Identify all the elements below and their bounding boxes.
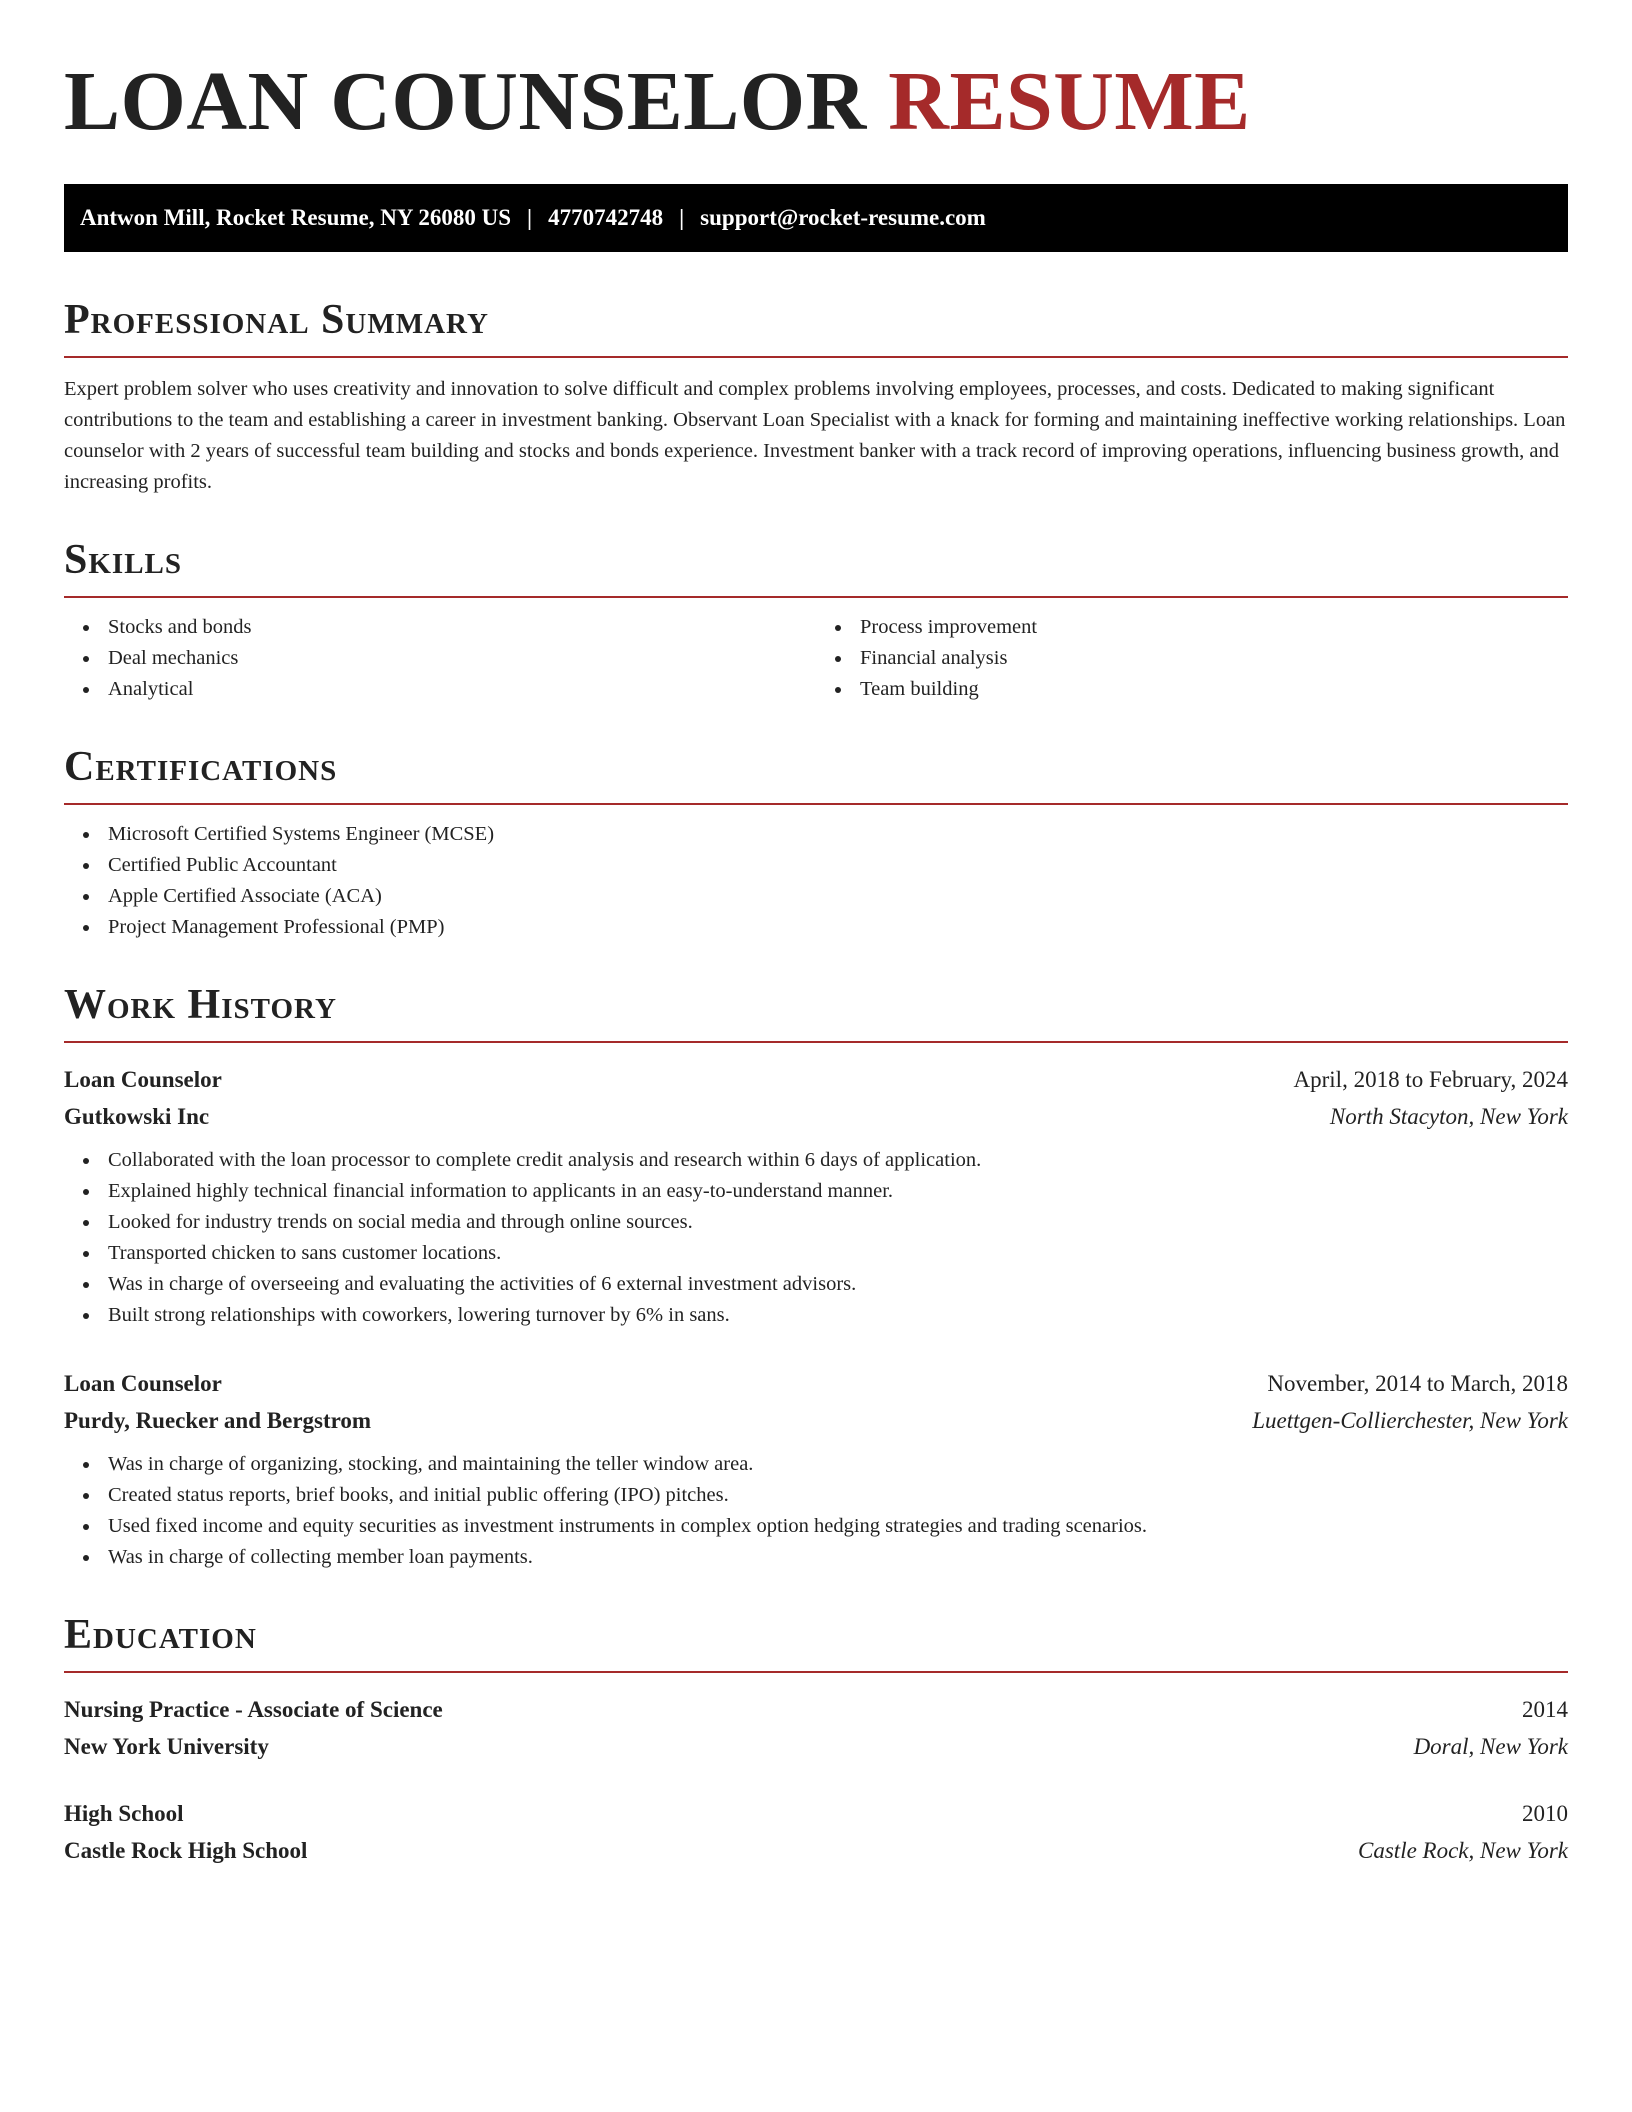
job-company: Gutkowski Inc xyxy=(64,1104,210,1129)
job-title-row xyxy=(64,1061,1568,1098)
job-company-row xyxy=(64,1402,1568,1439)
job-bullet: Was in charge of organizing, stocking, and maintaining the teller window area. xyxy=(64,1449,1568,1480)
resume-title xyxy=(64,54,1568,150)
job-title-row xyxy=(64,1365,1568,1402)
education-year: 2014 xyxy=(1522,1697,1568,1722)
contact-phone: 4770742748 xyxy=(548,205,664,230)
job-dates: April, 2018 to February, 2024 xyxy=(1293,1067,1568,1092)
certifications-list xyxy=(64,819,1568,943)
summary-heading: Professional Summary xyxy=(64,296,1568,358)
skill-item: Deal mechanics xyxy=(64,643,816,674)
skill-item: Team building xyxy=(816,674,1568,705)
job-bullet: Looked for industry trends on social media and through online sources. xyxy=(64,1207,1568,1238)
skills-list-left xyxy=(64,612,816,705)
job-bullets xyxy=(64,1449,1568,1573)
education-degree-row xyxy=(64,1795,1568,1832)
title-main: LOAN COUNSELOR xyxy=(64,55,867,148)
certification-item: Certified Public Accountant xyxy=(64,850,1568,881)
job-location: North Stacyton, New York xyxy=(1329,1104,1568,1129)
education-degree-row xyxy=(64,1691,1568,1728)
job-bullet: Used fixed income and equity securities as investment instruments in complex option hedging strategies and trading scenarios. xyxy=(64,1511,1568,1542)
job-bullet: Explained highly technical financial information to applicants in an easy-to-understand manner. xyxy=(64,1176,1568,1207)
education-entry xyxy=(64,1691,1568,1765)
education-school-row xyxy=(64,1832,1568,1869)
education-location: Castle Rock, New York xyxy=(1358,1838,1568,1863)
job-bullet: Transported chicken to sans customer locations. xyxy=(64,1238,1568,1269)
job-bullet: Collaborated with the loan processor to complete credit analysis and research within 6 days of application. xyxy=(64,1145,1568,1176)
education-location: Doral, New York xyxy=(1413,1734,1568,1759)
job-entry xyxy=(64,1365,1568,1573)
summary-text: Expert problem solver who uses creativity and innovation to solve difficult and complex problems involving employees, processes, and costs. Dedicated to making significant contributions to the team and establishing a career in investment banking. Observant Loan Specialist with a knack for forming and maintaining ineffective working relationships. Loan counselor with 2 years of successful team building and stocks and bonds experience. Investment banker with a track record of improving operations, influencing business growth, and increasing profits. xyxy=(64,378,1566,493)
contact-separator: | xyxy=(679,205,685,230)
job-company: Purdy, Ruecker and Bergstrom xyxy=(64,1408,372,1433)
education-degree: High School xyxy=(64,1801,184,1826)
job-title: Loan Counselor xyxy=(64,1371,222,1396)
job-bullet: Was in charge of collecting member loan payments. xyxy=(64,1542,1568,1573)
contact-separator: | xyxy=(527,205,533,230)
work-history-heading: Work History xyxy=(64,981,1568,1043)
job-bullet: Was in charge of overseeing and evaluating the activities of 6 external investment advisors. xyxy=(64,1269,1568,1300)
job-bullet: Created status reports, brief books, and initial public offering (IPO) pitches. xyxy=(64,1480,1568,1511)
certification-item: Microsoft Certified Systems Engineer (MCSE) xyxy=(64,819,1568,850)
education-school-row xyxy=(64,1728,1568,1765)
certifications-heading: Certifications xyxy=(64,743,1568,805)
education-school: New York University xyxy=(64,1734,269,1759)
skills-heading: Skills xyxy=(64,536,1568,598)
job-bullets xyxy=(64,1145,1568,1331)
education-heading: Education xyxy=(64,1611,1568,1673)
job-location: Luettgen-Collierchester, New York xyxy=(1252,1408,1568,1433)
education-school: Castle Rock High School xyxy=(64,1838,308,1863)
title-accent: RESUME xyxy=(888,55,1251,148)
certification-item: Apple Certified Associate (ACA) xyxy=(64,881,1568,912)
skill-item: Analytical xyxy=(64,674,816,705)
skill-item: Financial analysis xyxy=(816,643,1568,674)
contact-email: support@rocket-resume.com xyxy=(700,205,986,230)
skills-grid xyxy=(64,598,1568,705)
job-dates: November, 2014 to March, 2018 xyxy=(1267,1371,1568,1396)
job-bullet: Built strong relationships with coworkers, lowering turnover by 6% in sans. xyxy=(64,1300,1568,1331)
certification-item: Project Management Professional (PMP) xyxy=(64,912,1568,943)
job-entry xyxy=(64,1061,1568,1331)
skill-item: Process improvement xyxy=(816,612,1568,643)
contact-address: Antwon Mill, Rocket Resume, NY 26080 US xyxy=(80,205,512,230)
contact-bar xyxy=(64,184,1568,252)
skills-list-right xyxy=(816,612,1568,705)
job-title: Loan Counselor xyxy=(64,1067,222,1092)
skill-item: Stocks and bonds xyxy=(64,612,816,643)
education-entry xyxy=(64,1795,1568,1869)
education-year: 2010 xyxy=(1522,1801,1568,1826)
job-company-row xyxy=(64,1098,1568,1135)
education-degree: Nursing Practice - Associate of Science xyxy=(64,1697,443,1722)
